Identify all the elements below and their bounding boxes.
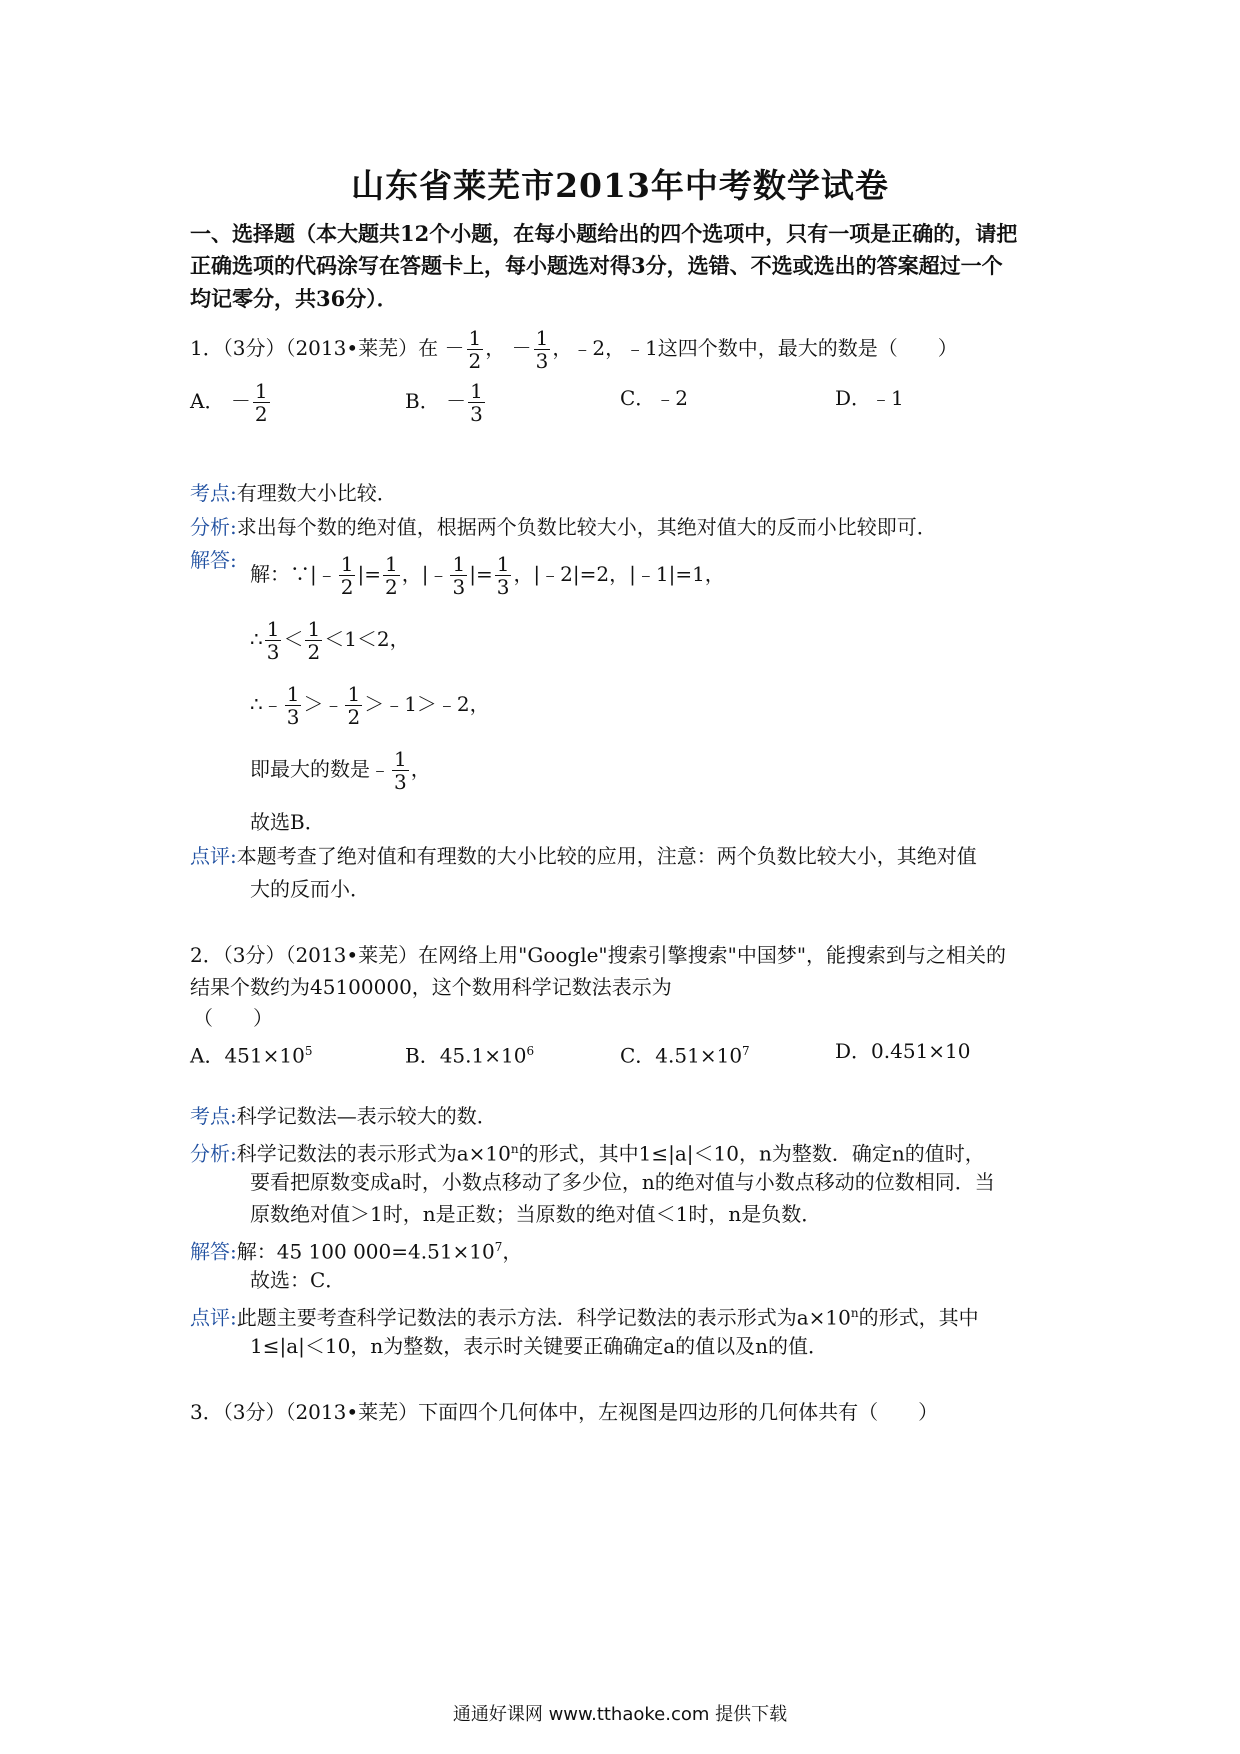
text: ＞﹣1＞﹣2，: [364, 692, 490, 716]
text: ，: [502, 1239, 523, 1264]
page-footer: 通通好课网 www.tthaoke.com 提供下载: [452, 1704, 788, 1725]
dianping-label: 点评:: [190, 844, 237, 868]
fraction-one-third: [468, 380, 485, 425]
text: ＜: [283, 627, 304, 651]
frac-num: 1: [254, 379, 268, 403]
frac-num: 1: [286, 682, 300, 706]
text: B．45.1×10: [405, 1043, 527, 1068]
frac-den: 2: [384, 575, 398, 599]
exponent: 5: [304, 1044, 313, 1058]
frac-num: 1: [394, 747, 407, 771]
question-3-stem: 3．（3分）（2013•莱芜）下面四个几何体中，左视图是四边形的几何体共有（ ）: [190, 1400, 939, 1424]
q2-fenxi-line3: 原数绝对值＞1时，n是正数；当原数的绝对值＜1时，n是负数．: [250, 1202, 822, 1226]
q1-option-b: [405, 380, 487, 425]
q1-neg: －: [511, 336, 532, 360]
fenxi-label: 分析:: [190, 1141, 237, 1166]
q2-option-d: D．0.451×10: [835, 1039, 971, 1063]
fraction-one-third: [392, 748, 409, 793]
frac-den: 3: [535, 349, 549, 373]
text: 的形式，其中1≤|a|＜10，n为整数．确定n的值时，: [518, 1141, 985, 1166]
text: |=: [469, 562, 493, 586]
kaodian-label: 考点:: [190, 481, 237, 505]
frac-num: 1: [384, 552, 398, 576]
frac-den: 3: [470, 402, 483, 426]
jieda-label: 解答:: [190, 1239, 237, 1264]
fenxi-label: 分析:: [190, 515, 237, 539]
frac-den: 2: [340, 575, 354, 599]
question-2-stem-line3: （ ）: [193, 1006, 273, 1030]
frac-den: 2: [347, 705, 361, 729]
section-instructions-line1: 一、选择题（本大题共12个小题，在每小题给出的四个选项中，只有一项是正确的，请把: [190, 221, 1018, 246]
kaodian-text: 有理数大小比较．: [236, 481, 397, 505]
q1-dianping-line2: 大的反而小．: [250, 877, 370, 901]
text: ，|﹣2|=2，|﹣1|=1，: [513, 562, 725, 586]
q1-prefix: 1．（3分）（2013•莱芜）在: [190, 336, 439, 360]
question-1-stem: [190, 327, 958, 372]
frac-den: 3: [452, 575, 466, 599]
frac-num: 1: [496, 552, 510, 576]
q1-neg: －: [230, 389, 251, 413]
exponent: n: [850, 1306, 859, 1320]
section-instructions-line2: 正确选项的代码涂写在答题卡上，每小题选对得3分，选错、不选或选出的答案超过一个: [190, 253, 1003, 278]
text: C．4.51×10: [620, 1043, 743, 1068]
fraction-one-half: [383, 553, 400, 598]
frac-den: 2: [307, 640, 321, 664]
q1-neg: －: [444, 336, 465, 360]
fraction-one-third: [534, 327, 551, 372]
frac-num: 1: [535, 326, 549, 350]
q2-option-b: [405, 1036, 534, 1071]
fraction-one-half: [339, 553, 356, 598]
q2-option-c: [620, 1036, 750, 1071]
q1-option-d: D．﹣1: [835, 386, 904, 410]
kaodian-label: 考点:: [190, 1104, 237, 1128]
frac-den: 3: [496, 575, 510, 599]
text: 的形式，其中: [858, 1305, 979, 1330]
q1-solution-step4: [250, 748, 431, 793]
option-b-label: B．: [405, 389, 440, 413]
kaodian-text: 科学记数法—表示较大的数．: [236, 1104, 497, 1128]
frac-num: 1: [340, 552, 354, 576]
q2-dianping: [190, 1298, 979, 1333]
q1-option-c: C．﹣2: [620, 386, 689, 410]
fraction-one-third: [265, 618, 282, 663]
question-2-stem-line2: 结果个数约为45100000，这个数用科学记数法表示为: [190, 975, 672, 999]
fraction-one-third: [285, 683, 302, 728]
text: 科学记数法的表示形式为a×10: [236, 1141, 511, 1166]
fraction-one-half: [345, 683, 362, 728]
text: 此题主要考查科学记数法的表示方法．科学记数法的表示形式为a×10: [236, 1305, 851, 1330]
text: |=: [357, 562, 381, 586]
jieda-label: 解答:: [190, 548, 237, 572]
fraction-one-half: [305, 618, 322, 663]
frac-num: 1: [347, 682, 361, 706]
frac-den: 3: [266, 640, 280, 664]
fraction-one-third: [495, 553, 512, 598]
text: ∴﹣: [250, 692, 283, 716]
q2-jieda-line2: 故选：C．: [250, 1268, 346, 1292]
text: ＜1＜2，: [324, 627, 410, 651]
q2-dianping-line2: 1≤|a|＜10，n为整数，表示时关键要正确确定a的值以及n的值．: [250, 1334, 829, 1358]
q2-option-a: [190, 1036, 312, 1071]
q2-fenxi-line2: 要看把原数变成a时，小数点移动了多少位，n的绝对值与小数点移动的位数相同．当: [250, 1170, 995, 1194]
text: ，: [410, 757, 431, 781]
fraction-one-half: [467, 327, 484, 372]
exponent: 7: [742, 1044, 750, 1058]
text: A．451×10: [190, 1043, 305, 1068]
q2-kaodian: [190, 1101, 497, 1131]
text: 解：∵|﹣: [250, 562, 337, 586]
q1-comma: ，: [485, 336, 506, 360]
frac-den: 2: [468, 349, 482, 373]
q1-suffix: ，﹣2，﹣1这四个数中，最大的数是（ ）: [552, 336, 958, 360]
frac-num: 1: [266, 617, 280, 641]
fenxi-text: 求出每个数的绝对值，根据两个负数比较大小，其绝对值大的反而小比较即可．: [236, 515, 937, 539]
dianping-label: 点评:: [190, 1305, 237, 1330]
fraction-one-half: [253, 380, 270, 425]
text: ，|﹣: [401, 562, 449, 586]
text: 解：45 100 000=4.51×10: [236, 1239, 495, 1264]
frac-num: 1: [452, 552, 466, 576]
q1-option-a: [190, 380, 272, 425]
q1-jieda-label: [190, 545, 237, 575]
frac-num: 1: [307, 617, 321, 641]
q1-solution-step2: [250, 618, 410, 663]
q1-neg: －: [446, 389, 467, 413]
text: 即最大的数是﹣: [250, 757, 390, 781]
frac-num: 1: [470, 379, 483, 403]
exponent: 6: [526, 1044, 535, 1058]
q2-fenxi: [190, 1134, 985, 1169]
q2-jieda: [190, 1232, 522, 1267]
page-title: 山东省莱芜市2013年中考数学试卷: [351, 166, 889, 205]
text: ＞﹣: [303, 692, 344, 716]
exponent: n: [510, 1142, 519, 1156]
dianping-text: 本题考查了绝对值和有理数的大小比较的应用，注意：两个负数比较大小，其绝对值: [236, 844, 977, 868]
frac-den: 2: [254, 402, 268, 426]
fraction-one-third: [450, 553, 467, 598]
q1-solution-step5: 故选B．: [250, 810, 325, 834]
text: ∴: [250, 627, 263, 651]
q1-kaodian: [190, 478, 397, 508]
q1-fenxi: [190, 512, 937, 542]
q1-solution-step1: [250, 553, 725, 598]
frac-den: 3: [286, 705, 300, 729]
question-2-stem-line1: 2．（3分）（2013•莱芜）在网络上用"Google"搜索引擎搜索"中国梦"，能搜索到与之相关的: [190, 943, 1007, 967]
section-instructions-line3: 均记零分，共36分）．: [190, 286, 398, 311]
q1-solution-step3: [250, 683, 490, 728]
frac-num: 1: [468, 326, 482, 350]
frac-den: 3: [394, 770, 407, 794]
option-a-label: A．: [190, 389, 225, 413]
exponent: 7: [494, 1240, 503, 1254]
q1-dianping: [190, 841, 977, 871]
